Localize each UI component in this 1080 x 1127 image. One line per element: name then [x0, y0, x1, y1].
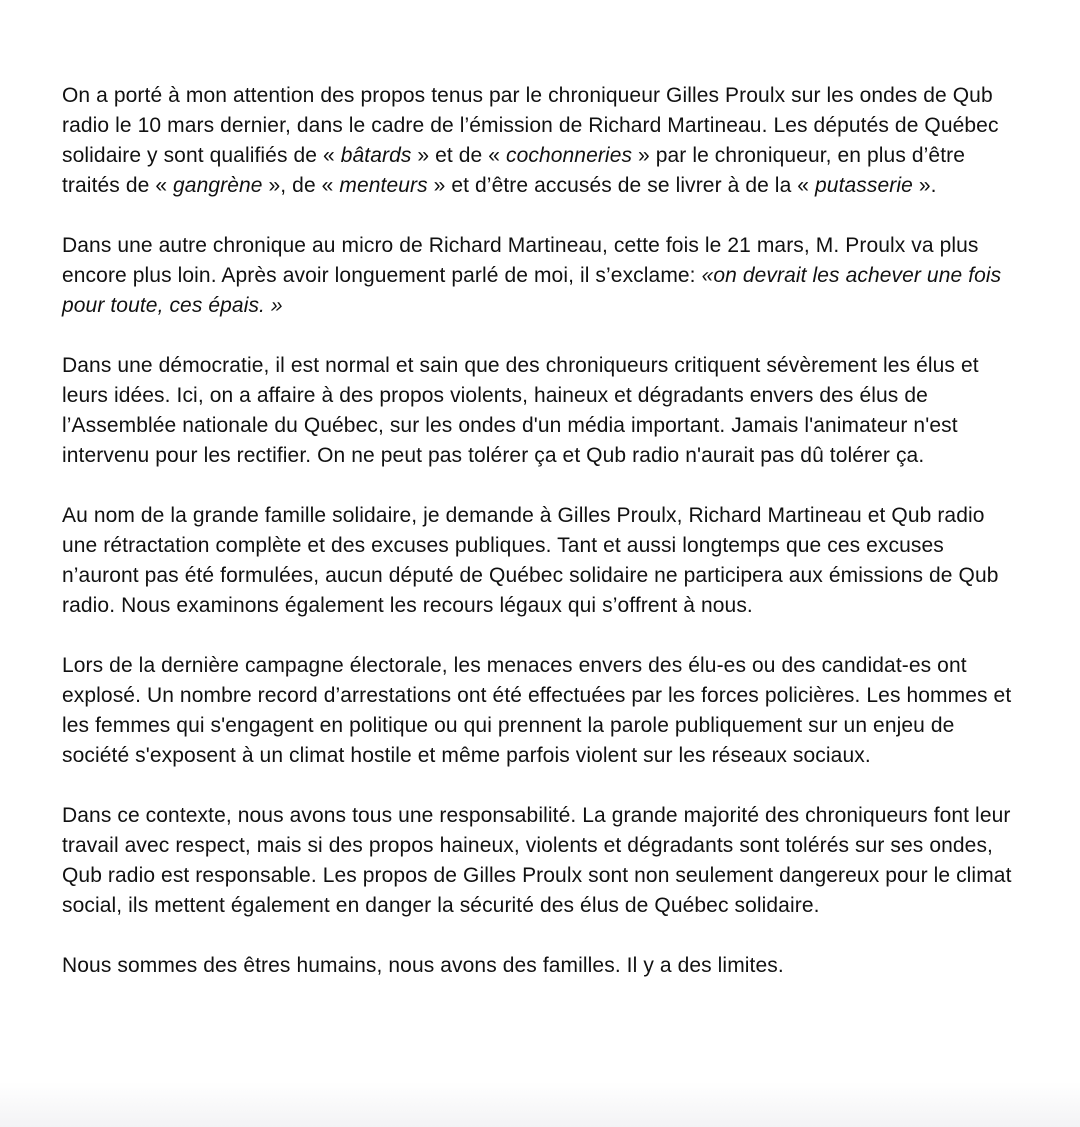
- text-run: Dans une autre chronique au micro de Richard Martineau, cette fois le 21 mars, M. Proulx va plus encore plus loin. Après avoir longuement parlé de moi, il s’exclame:: [62, 234, 979, 287]
- text-run-italic: gangrène: [173, 174, 263, 197]
- text-run: » et de «: [411, 144, 506, 167]
- text-run-italic: menteurs: [339, 174, 428, 197]
- text-run: Au nom de la grande famille solidaire, je demande à Gilles Proulx, Richard Martineau et Qub radio une rétractation complète et des excuses publiques. Tant et aussi longtemps que ces excuses n’auront pas été formulées, aucun député de Québec solidaire ne participera aux émissions de Qub radio. Nous examinons également les recours légaux qui s’offrent à nous.: [62, 504, 999, 617]
- paragraph: [62, 501, 1025, 621]
- text-run: ».: [912, 174, 937, 197]
- paragraph: [62, 951, 1025, 981]
- footer-fade: [0, 1082, 1080, 1127]
- text-run: On a porté à mon attention des propos tenus par le chroniqueur Gilles Proulx sur les ondes de Qub radio le 10 mars dernier, dans le cadre de l’émission de Richard Martineau. Les députés de Québec solidaire y sont qualifiés de «: [62, 84, 999, 167]
- text-run: Dans une démocratie, il est normal et sain que des chroniqueurs critiquent sévèrement les élus et leurs idées. Ici, on a affaire à des propos violents, haineux et dégradants envers des élus de l’Assemblée nationale du Québec, sur les ondes d'un média important. Jamais l'animateur n'est intervenu pour les rectifier. On ne peut pas tolérer ça et Qub radio n'aurait pas dû tolérer ça.: [62, 354, 979, 467]
- paragraph: [62, 231, 1025, 321]
- paragraph: [62, 351, 1025, 471]
- text-run: Dans ce contexte, nous avons tous une responsabilité. La grande majorité des chroniqueurs font leur travail avec respect, mais si des propos haineux, violents et dégradants sont tolérés sur ses ondes, Qub radio est responsable. Les propos de Gilles Proulx sont non seulement dangereux pour le climat social, ils mettent également en danger la sécurité des élus de Québec solidaire.: [62, 804, 1012, 917]
- paragraph: [62, 651, 1025, 771]
- paragraph: [62, 81, 1025, 201]
- document-body: [62, 81, 1025, 981]
- text-run: Lors de la dernière campagne électorale, les menaces envers des élu-es ou des candidat-es ont explosé. Un nombre record d’arrestations ont été effectuées par les forces policières. Les hommes et les femmes qui s'engagent en politique ou qui prennent la parole publiquement sur un enjeu de société s'exposent à un climat hostile et même parfois violent sur les réseaux sociaux.: [62, 654, 1012, 767]
- paragraph: [62, 801, 1025, 921]
- text-run-italic: bâtards: [340, 144, 412, 167]
- text-run: Nous sommes des êtres humains, nous avons des familles. Il y a des limites.: [62, 954, 784, 977]
- text-run-italic: «on devrait les achever une fois pour toute, ces épais. »: [62, 264, 1002, 317]
- text-run: », de «: [262, 174, 340, 197]
- text-run-italic: putasserie: [815, 174, 913, 197]
- text-run-italic: cochonneries: [505, 144, 633, 167]
- text-run: » par le chroniqueur, en plus d’être traités de «: [62, 144, 966, 197]
- text-run: » et d’être accusés de se livrer à de la «: [427, 174, 816, 197]
